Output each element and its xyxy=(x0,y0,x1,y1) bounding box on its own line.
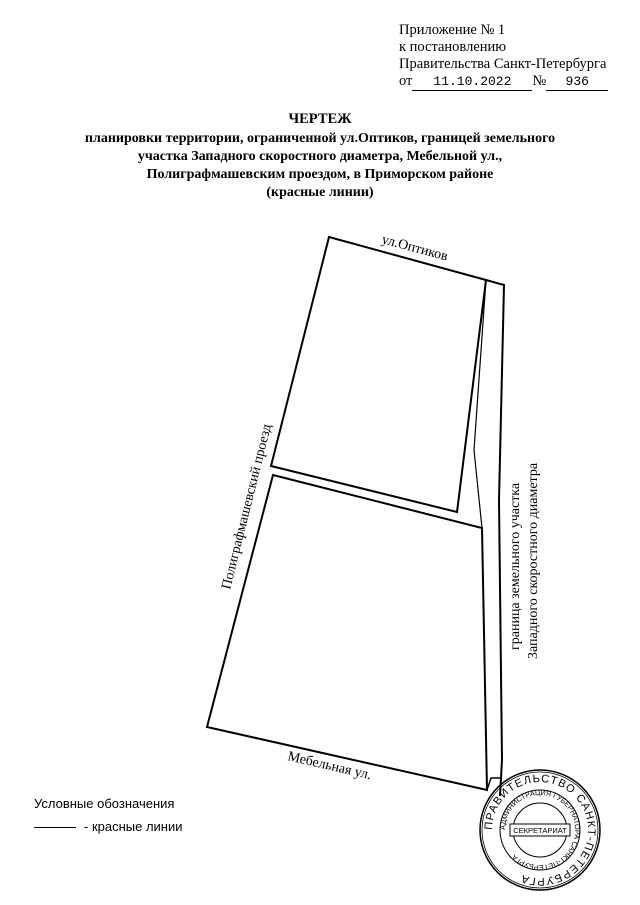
resolution-date: 11.10.2022 xyxy=(412,73,532,91)
strip-bottom-tick xyxy=(487,778,501,790)
number-prefix: № xyxy=(532,73,547,89)
appendix-government: Правительства Санкт-Петербурга xyxy=(399,56,607,72)
title-line-4: (красные линии) xyxy=(266,185,374,200)
date-prefix: от xyxy=(399,73,413,89)
resolution-number: 936 xyxy=(546,73,608,91)
boundary-strip-outer xyxy=(486,280,504,796)
stamp-outer-text: ПРАВИТЕЛЬСТВО САНКТ-ПЕТЕРБУРГА xyxy=(482,772,598,888)
upper-block-red-line xyxy=(271,237,486,512)
title-line-1: планировки территории, ограниченной ул.Оптиков, границей земельного xyxy=(84,131,556,146)
boundary-label-1: граница земельного участка xyxy=(508,482,523,650)
boundary-label-2: Западного скоростного диаметра xyxy=(526,462,541,659)
title-line-2: участка Западного скоростного диаметра, Мебельной ул., xyxy=(137,149,503,164)
boundary-strip-inner xyxy=(474,280,486,528)
appendix-to-resolution: к постановлению xyxy=(399,39,507,55)
street-label-poligrafmash: Полиграфмашевский проезд xyxy=(219,422,275,591)
street-label-optikov: ул.Оптиков xyxy=(379,232,450,265)
legend-item-label: - красные линии xyxy=(84,819,183,834)
legend-line-sample xyxy=(34,827,76,828)
title-line-3: Полиграфмашевским проездом, в Приморском районе xyxy=(146,167,494,182)
legend-heading: Условные обозначения xyxy=(34,796,175,811)
stamp-inner-text: АДМИНИСТРАЦИЯ ГУБЕРНАТОРА САНКТ-ПЕТЕРБУРГА xyxy=(497,787,583,873)
title-heading: ЧЕРТЕЖ xyxy=(288,111,352,127)
street-label-mebelnaya: Мебельная ул. xyxy=(286,749,373,784)
stamp-center-text: СЕКРЕТАРИАТ xyxy=(513,826,567,835)
legend-item-red-lines xyxy=(34,819,183,834)
appendix-number: Приложение № 1 xyxy=(399,22,506,38)
official-stamp xyxy=(480,770,600,890)
legend xyxy=(34,796,183,834)
